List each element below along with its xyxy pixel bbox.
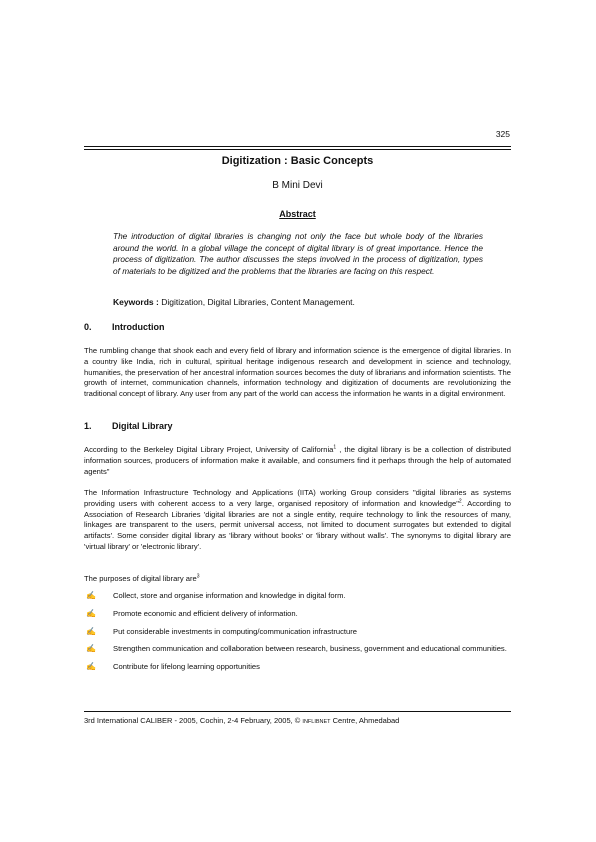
list-item [84,644,511,655]
paragraph-text: , the digital library is be a collection of distributed information sources, producers of information make it available, and consumers find it perhaps through the help of automated agents" [84,445,511,476]
footer-text: 3rd International CALIBER - 2005, Cochin, 2-4 February, 2005, © [84,716,303,725]
abstract-text: The introduction of digital libraries is changing not only the face but whole body of the libraries around the world. In a global village the concept of digital library is of great importance. Hence the process of digitization. The author discusses the steps involved in the process of digitization, types of materials to be digitized and the problems that the libraries are facing on this respect. [113,231,483,276]
author-name: B Mini Devi [272,180,323,191]
paper-title: Digitization : Basic Concepts [221,155,374,167]
list-item-text: Strengthen communication and collaboration between research, business, government and educational communities. [113,644,507,654]
list-item [84,627,511,638]
purposes-intro [84,574,511,585]
writing-hand-icon: ✍ [86,591,96,600]
paragraph-text: The purposes of digital library are [84,574,197,583]
section-title: Introduction [112,322,165,332]
keywords-label: Keywords : [113,297,159,307]
footer-text: Centre, Ahmedabad [330,716,400,725]
abstract-heading: Abstract [279,209,316,219]
paragraph-text: . According to Association of Research Libraries 'digital libraries are not a single entity, require technology to link the resources of many, linkages are transparent to the users, permit universal access, not limited to document surrogates but extended to digital artifacts'. Some consider digital library as 'library without books' or 'library without walls'. The synonyms to digital library are 'virtual library' or 'electronic library'. [84,498,512,551]
footer-org: INFLIBNET [302,719,331,725]
section-heading-introduction [84,322,165,332]
keywords-text: Digitization, Digital Libraries, Content Management. [158,297,355,307]
section-heading-digital-library [84,421,173,431]
section-number: 0. [84,322,92,332]
page-number: 325 [495,129,510,139]
writing-hand-icon: ✍ [86,626,96,636]
section-number: 1. [84,421,92,431]
footer-rule [84,711,511,712]
purposes-list [84,591,511,680]
intro-paragraph: The rumbling change that shook each and every field of library and information science is the emergence of digital libraries. In a country like India, rich in cultural, spiritual heritage indigenous research and development in science and technology, humanities, the preservation of her ancestral information sources becomes the duty of librarians and information scientists. The growth of internet, communication channels, information technology and digitization of documents are revolutionizing the traditional concept of library. Any user from any part of the world can access the information he wants in a digital environment. [84,346,511,399]
list-item-text: Contribute for lifelong learning opportunities [113,662,260,672]
digital-library-paragraph-1 [84,445,511,477]
paragraph-text: The Information Infrastructure Technology and Applications (IITA) working Group considers "digital libraries as systems providing users with coherent access to a very large, organised repository of information and knowledge" [84,488,511,508]
writing-hand-icon: ✍ [86,644,96,654]
section-title: Digital Library [112,421,173,431]
header-rule [84,146,511,150]
writing-hand-icon: ✍ [86,608,96,618]
list-item [84,609,511,620]
page-footer [84,716,511,725]
writing-hand-icon: ✍ [86,662,96,672]
reference-marker: 2 [458,498,462,505]
paragraph-text: According to the Berkeley Digital Library Project, University of California [84,445,334,454]
list-item-text: Collect, store and organise information and knowledge in digital form. [113,591,346,600]
list-item-text: Promote economic and efficient delivery of information. [113,608,298,618]
digital-library-paragraph-2 [84,488,511,553]
reference-marker: 1 [333,444,337,451]
list-item [84,591,511,602]
keywords [113,297,493,307]
list-item [84,662,511,673]
list-item-text: Put considerable investments in computing/communication infrastructure [113,626,357,636]
reference-marker: 3 [196,573,200,580]
